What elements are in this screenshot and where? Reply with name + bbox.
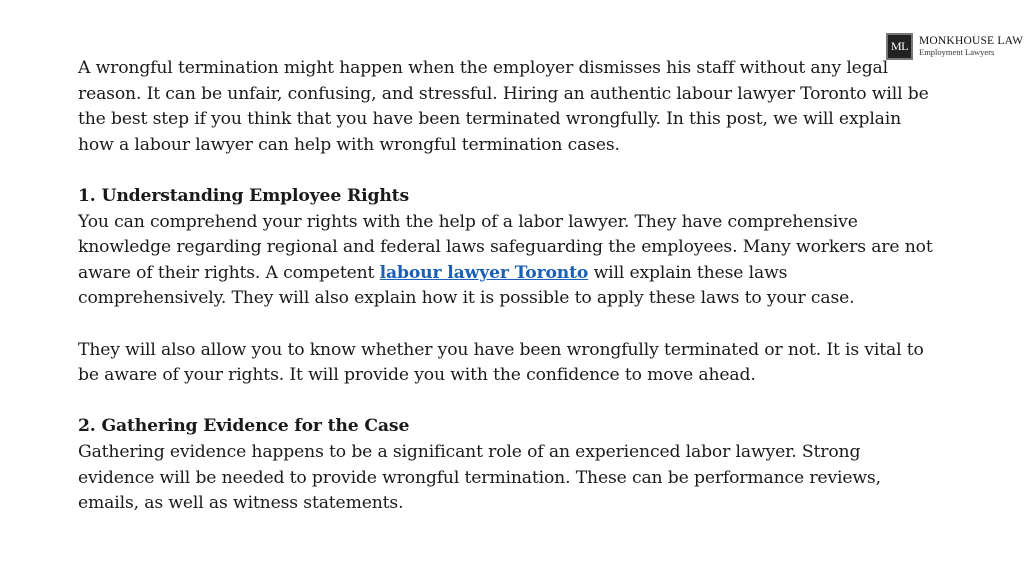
logo-text [919,36,1023,58]
logo-name: MONKHOUSE LAW [919,34,1024,47]
section-paragraph-wrongful-termination: They will also allow you to know whether you have been wrongfully terminated or not. It is vital to be aware of your rights. It will provide you with the confidence to move ahead. [78,339,924,386]
logo-subtitle: Employment Lawyers [919,46,995,57]
paragraph-gap [78,389,938,415]
section-heading-employee-rights: 1. Understanding Employee Rights [78,185,409,206]
paragraph-gap [78,158,938,184]
section-paragraph-employee-rights [78,210,938,312]
logo-mark: ML [886,33,913,60]
paragraph-gap [78,312,938,338]
paragraph-text: will explain these laws comprehensively. They will also explain how it is possible to apply these laws to your case. [78,262,855,309]
article-body [78,56,938,517]
section-heading-gathering-evidence: 2. Gathering Evidence for the Case [78,416,410,437]
section-paragraph-gathering-evidence: Gathering evidence happens to be a significant role of an experienced labor lawyer. Strong evidence will be needed to provide wrongful termination. These can be performance reviews, emails, as well as witness statements. [78,441,881,514]
intro-paragraph: A wrongful termination might happen when the employer dismisses his staff without any legal reason. It can be unfair, confusing, and stressful. Hiring an authentic labour lawyer Toronto will be the best step if you think that you have been terminated wrongfully. In this post, we will explain how a labour lawyer can help with wrongful termination cases. [78,58,929,155]
paragraph-text: You can comprehend your rights with the help of a labor lawyer. They have comprehensive knowledge regarding regional and federal laws safeguarding the employees. Many workers are not aware of their rights. A competent [78,211,933,283]
labour-lawyer-toronto-link[interactable]: labour lawyer Toronto [379,262,589,283]
